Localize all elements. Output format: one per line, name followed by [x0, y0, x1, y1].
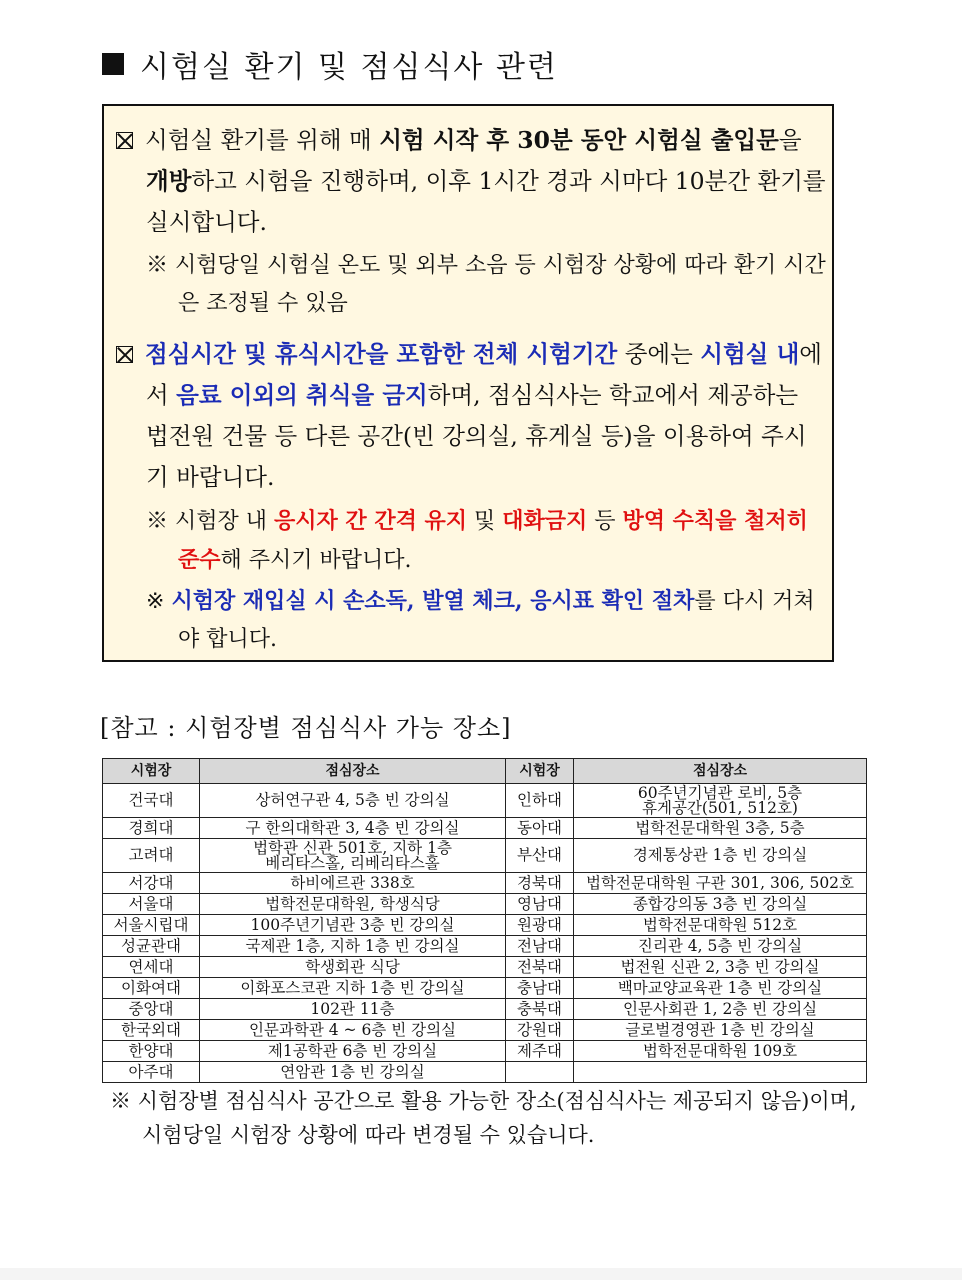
footnote-text: ※ 시험장별 점심식사 공간으로 활용 가능한 장소(점심식사는 제공되지 않음)이며, 시험당일 시험장 상황에 따라 변경될 수 있습니다. [110, 1089, 857, 1147]
lunch-place-cell: 백마교양교육관 1층 빈 강의실 [574, 978, 867, 999]
checkbox-x-icon [116, 346, 133, 363]
exam-site-cell: 원광대 [506, 915, 574, 936]
table-row [103, 1041, 867, 1062]
lunch-place-cell: 법전원 신관 2, 3층 빈 강의실 [574, 957, 867, 978]
p2-c: 시험실 내 [700, 340, 800, 368]
lunch-place-cell: 법학전문대학원 구관 301, 306, 502호 [574, 873, 867, 894]
p2-d: 에서 [146, 340, 822, 409]
n2-f: 방역 수칙을 철저히 준수 [178, 508, 808, 573]
ventilation-note [146, 247, 826, 323]
exam-site-cell: 한국외대 [103, 1020, 200, 1041]
p2-b: 중에는 [617, 340, 701, 368]
table-row [103, 999, 867, 1020]
lunch-place-cell: 인문과학관 4 ~ 6층 빈 강의실 [200, 1020, 506, 1041]
lunch-place-cell: 종합강의동 3층 빈 강의실 [574, 894, 867, 915]
page-bottom-edge [0, 1268, 962, 1280]
exam-site-cell: 경희대 [103, 818, 200, 839]
table-row [103, 978, 867, 999]
lunch-place-cell: 100주년기념관 3층 빈 강의실 [200, 915, 506, 936]
lunch-place-cell: 법학전문대학원 109호 [574, 1041, 867, 1062]
n2-a: ※ 시험장 내 [146, 509, 274, 534]
exam-site-cell: 이화여대 [103, 978, 200, 999]
exam-site-cell: 서울시립대 [103, 915, 200, 936]
lunch-place-cell: 법학전문대학원, 학생식당 [200, 894, 506, 915]
lunch-place-cell: 법학관 신관 501호, 지하 1층 베리타스홀, 리베리타스홀 [200, 839, 506, 873]
table-row [103, 784, 867, 818]
p1-a: 시험실 환기를 위해 매 [145, 126, 380, 154]
n2-c: 및 [467, 509, 503, 534]
exam-site-cell: 서울대 [103, 894, 200, 915]
lunch-place-cell: 학생회관 식당 [200, 957, 506, 978]
lunch-place-cell: 글로벌경영관 1층 빈 강의실 [574, 1020, 867, 1041]
exam-site-cell: 아주대 [103, 1062, 200, 1083]
exam-site-cell: 서강대 [103, 873, 200, 894]
lunch-place-cell: 법학전문대학원 512호 [574, 915, 867, 936]
n2-g: 해 주시기 바랍니다. [220, 548, 412, 573]
lunch-place-cell: 102관 11층 [200, 999, 506, 1020]
table-row [103, 1020, 867, 1041]
n2-d: 대화금지 [502, 508, 588, 534]
p1-e: 하고 시험을 진행하며, 이후 1시간 경과 시마다 10분간 환기를 실시합니다. [146, 167, 826, 236]
exam-site-cell: 중앙대 [103, 999, 200, 1020]
p1-d: 개방 [146, 167, 192, 195]
quarantine-note [146, 502, 826, 580]
n3-c: 를 다시 거쳐야 합니다. [178, 589, 815, 652]
ventilation-paragraph [116, 120, 828, 243]
header-lunch-place: 점심장소 [574, 759, 867, 784]
notice-box [102, 104, 834, 662]
section-title [102, 42, 558, 86]
lunch-place-cell: 하비에르관 338호 [200, 873, 506, 894]
exam-site-cell: 성균관대 [103, 936, 200, 957]
n3-a: ※ [146, 589, 172, 614]
n2-b: 응시자 간 간격 유지 [274, 508, 467, 534]
lunch-place-cell: 법학전문대학원 3층, 5층 [574, 818, 867, 839]
table-row [103, 873, 867, 894]
table-row [103, 957, 867, 978]
lunch-place-cell: 진리관 4, 5층 빈 강의실 [574, 936, 867, 957]
n3-b: 시험장 재입실 시 손소독, 발열 체크, 응시표 확인 절차 [171, 588, 695, 614]
lunch-place-cell: 인문사회관 1, 2층 빈 강의실 [574, 999, 867, 1020]
lunch-place-cell: 연암관 1층 빈 강의실 [200, 1062, 506, 1083]
lunch-place-cell: 이화포스코관 지하 1층 빈 강의실 [200, 978, 506, 999]
header-exam-site: 시험장 [103, 759, 200, 784]
header-exam-site: 시험장 [506, 759, 574, 784]
exam-site-cell [506, 1062, 574, 1083]
section-title-text: 시험실 환기 및 점심식사 관련 [140, 50, 558, 85]
p2-f: 하며, 점심식사는 학교에서 제공하는 법전원 건물 등 다른 공간(빈 강의실, 휴게실 등)을 이용하여 주시기 바랍니다. [146, 381, 807, 491]
header-lunch-place: 점심장소 [200, 759, 506, 784]
exam-site-cell: 고려대 [103, 839, 200, 873]
table-row [103, 839, 867, 873]
reference-title: [참고 : 시험장별 점심식사 가능 장소] [100, 714, 512, 742]
meal-paragraph [116, 334, 828, 498]
checkbox-x-icon [116, 132, 133, 149]
lunch-place-cell: 60주년기념관 로비, 5층 휴게공간(501, 512호) [574, 784, 867, 818]
exam-site-cell: 부산대 [506, 839, 574, 873]
exam-site-cell: 전남대 [506, 936, 574, 957]
table-header-row [103, 759, 867, 784]
n1-text: ※ 시험당일 시험실 온도 및 외부 소음 등 시험장 상황에 따라 환기 시간은 조정될 수 있음 [146, 253, 826, 316]
lunch-location-table [102, 758, 867, 1083]
lunch-place-cell: 경제통상관 1층 빈 강의실 [574, 839, 867, 873]
p1-b: 시험 시작 후 30분 동안 시험실 출입문 [379, 126, 779, 154]
footnote [110, 1084, 870, 1152]
exam-site-cell: 강원대 [506, 1020, 574, 1041]
exam-site-cell: 건국대 [103, 784, 200, 818]
exam-site-cell: 한양대 [103, 1041, 200, 1062]
lunch-place-cell: 국제관 1층, 지하 1층 빈 강의실 [200, 936, 506, 957]
exam-site-cell: 인하대 [506, 784, 574, 818]
exam-site-cell: 동아대 [506, 818, 574, 839]
p2-e: 음료 이외의 취식을 금지 [176, 381, 428, 409]
exam-site-cell: 제주대 [506, 1041, 574, 1062]
exam-site-cell: 충북대 [506, 999, 574, 1020]
table-row [103, 818, 867, 839]
n2-e: 등 [587, 509, 623, 534]
p1-c: 을 [778, 126, 802, 154]
black-square-icon [102, 53, 124, 75]
exam-site-cell: 영남대 [506, 894, 574, 915]
table-row [103, 1062, 867, 1083]
exam-site-cell: 전북대 [506, 957, 574, 978]
lunch-place-cell: 상허연구관 4, 5층 빈 강의실 [200, 784, 506, 818]
p2-a: 점심시간 및 휴식시간을 포함한 전체 시험기간 [145, 340, 618, 368]
lunch-place-cell: 제1공학관 6층 빈 강의실 [200, 1041, 506, 1062]
reentry-note [146, 582, 826, 659]
exam-site-cell: 충남대 [506, 978, 574, 999]
table-body [103, 784, 867, 1083]
exam-site-cell: 경북대 [506, 873, 574, 894]
table-row [103, 915, 867, 936]
exam-site-cell: 연세대 [103, 957, 200, 978]
table-row [103, 894, 867, 915]
table-row [103, 936, 867, 957]
lunch-place-cell: 구 한의대학관 3, 4층 빈 강의실 [200, 818, 506, 839]
lunch-place-cell [574, 1062, 867, 1083]
